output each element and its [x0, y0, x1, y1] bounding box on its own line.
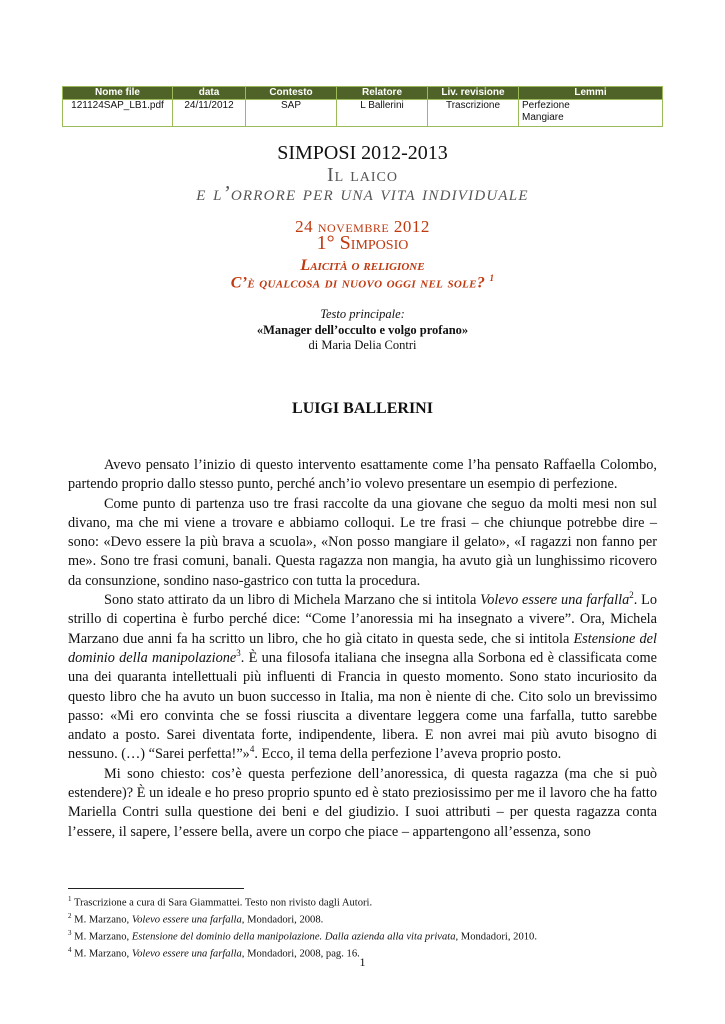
paragraph-3-part: . È una filosofa italiana che insegna alla Sorbona ed è classificata come una dei quaranta intellettuali più influenti di Francia in questo momento. Sono stato incuriosito da questo libro che ha avuto un buon successo in Italia, ma non è niente di che. Cito solo un brevissimo passo: «Mi ero convinta che se fossi riuscita a diventare leggera come una farfalla, tutto sarebbe andato a posto. Sarei diventata forte, indipendente, libera. E non avrei mai più avuto bisogno di nessuno. (…) “Sarei perfetta!”» — [68, 649, 657, 763]
footnote-number: 2 — [68, 912, 72, 921]
event-theme-2-text: C’è qualcosa di nuovo oggi nel sole? — [230, 274, 486, 292]
lemma-1: Perfezione — [522, 100, 570, 111]
event-title: 1° Simposio — [316, 232, 409, 254]
paragraph-2: Come punto di partenza uso tre frasi raccolte da una giovane che seguo da molti mesi non sul divano, ma che mi viene a trovare e abbiamo colloqui. Le tre frasi – che chiunque potrebbe dire – sono: «Devo essere la più brava a scuola», «Non posso mangiare il gelato», «I ragazzi non fanno per me». Sono tre frasi comuni, banali. Questa ragazza non mangia, ha avuto già un lunghissimo ricovero da consunzione, sondino naso-gastrico con tutta la procedura. — [68, 495, 657, 589]
paragraph-3-part: Sono stato attirato da un libro di Michela Marzano che si intitola — [104, 592, 481, 609]
paragraph-4: Mi sono chiesto: cos’è questa perfezione dell’anoressica, di questa ragazza (ma che si può estendere)? È un ideale e ho preso proprio spunto ed è stato preziosissimo per me il lavoro che ha fatto Mariella Contri sulla questione dei beni e del giudizio. I suoi attributi – per questa ragazza conta l’essere, il sapere, l’essere bella, avere un corpo che piace – appartengono all’essenza, sono — [68, 765, 657, 840]
footnote-number: 3 — [68, 929, 72, 938]
footnote-text: Trascrizione a cura di Sara Giammattei. Testo non rivisto dagli Autori. — [73, 897, 373, 909]
cell-nome-file: 121124SAP_LB1.pdf — [63, 100, 173, 127]
footnote-text: , Mondadori, 2008. — [241, 914, 324, 926]
book-title-farfalla: Volevo essere una farfalla — [480, 592, 630, 609]
book-title-estensione: Estensione del dominio della manipolazione — [68, 630, 657, 666]
paragraph-3-part: . Ecco, il tema della perfezione l’aveva proprio posto. — [254, 746, 562, 763]
cell-relatore: L Ballerini — [337, 100, 428, 127]
metadata-row — [63, 100, 663, 127]
footnote-ref-3: 3 — [236, 648, 241, 659]
series-subtitle-2: e l’orrore per una vita individuale — [196, 181, 529, 205]
footnotes — [68, 893, 668, 961]
footnote-title: Volevo essere una farfalla — [131, 948, 242, 960]
event-theme-1: Laicità o religione — [300, 257, 425, 274]
series-subtitle-1: Il laico — [327, 164, 398, 186]
footnote-3 — [68, 927, 668, 944]
footnote-ref-2: 2 — [629, 590, 634, 601]
col-lemmi: Lemmi — [519, 87, 663, 100]
metadata-header-row — [63, 87, 663, 100]
paragraph-3-part: . Lo strillo di copertina è furbo perché dice: “Come l’anoressia mi ha insegnato a vivere”. Ora, Michela Marzano due anni fa ha scritto un libro, che ho già citato in questa sede, che si intitola — [68, 592, 658, 647]
footnote-title: Volevo essere una farfalla — [131, 914, 242, 926]
col-nome-file: Nome file — [63, 87, 173, 100]
col-liv-revisione: Liv. revisione — [428, 87, 519, 100]
cell-contesto: SAP — [246, 100, 337, 127]
footnote-number: 1 — [68, 895, 72, 903]
paragraph-1: Avevo pensato l’inizio di questo intervento esattamente come l’ha pensato Raffaella Colombo, partendo proprio dallo stesso punto, perché anch’io volevo presentare un esempio di perfezione. — [68, 457, 657, 493]
source-work: «Manager dell’occulto e volgo profano» — [256, 323, 469, 337]
page-number: 1 — [359, 955, 366, 969]
footnote-divider — [68, 888, 244, 889]
source-label: Testo principale: — [320, 307, 405, 321]
speaker-name: LUIGI BALLERINI — [292, 400, 433, 417]
body-text — [68, 456, 657, 842]
footnote-text: , Mondadori, 2008, pag. 16. — [241, 948, 360, 960]
event-date: 24 novembre 2012 — [295, 217, 430, 236]
footnote-1 — [68, 893, 668, 910]
footnote-ref-4: 4 — [249, 744, 255, 755]
footnote-title: Estensione del dominio della manipolazione. Dalla azienda alla vita privata — [131, 931, 456, 943]
event-theme-2 — [0, 273, 725, 292]
col-data: data — [173, 87, 246, 100]
footnote-text: M. Marzano, — [74, 914, 132, 926]
footnote-ref-1: 1 — [489, 273, 495, 283]
lemma-2: Mangiare — [522, 112, 564, 123]
footnote-text: M. Marzano, — [74, 948, 132, 960]
source-author: di Maria Delia Contri — [308, 338, 417, 352]
cell-liv-revisione: Trascrizione — [428, 100, 519, 127]
col-contesto: Contesto — [246, 87, 337, 100]
col-relatore: Relatore — [337, 87, 428, 100]
metadata-table — [62, 86, 663, 127]
footnote-2 — [68, 910, 668, 927]
paragraph-3 — [68, 591, 657, 765]
cell-data: 24/11/2012 — [173, 100, 246, 127]
footnote-number: 4 — [68, 946, 72, 955]
footnote-text: , Mondadori, 2010. — [455, 931, 538, 943]
cell-lemmi — [519, 100, 663, 127]
footnote-text: M. Marzano, — [74, 931, 132, 943]
series-title: SIMPOSI 2012-2013 — [277, 142, 448, 164]
